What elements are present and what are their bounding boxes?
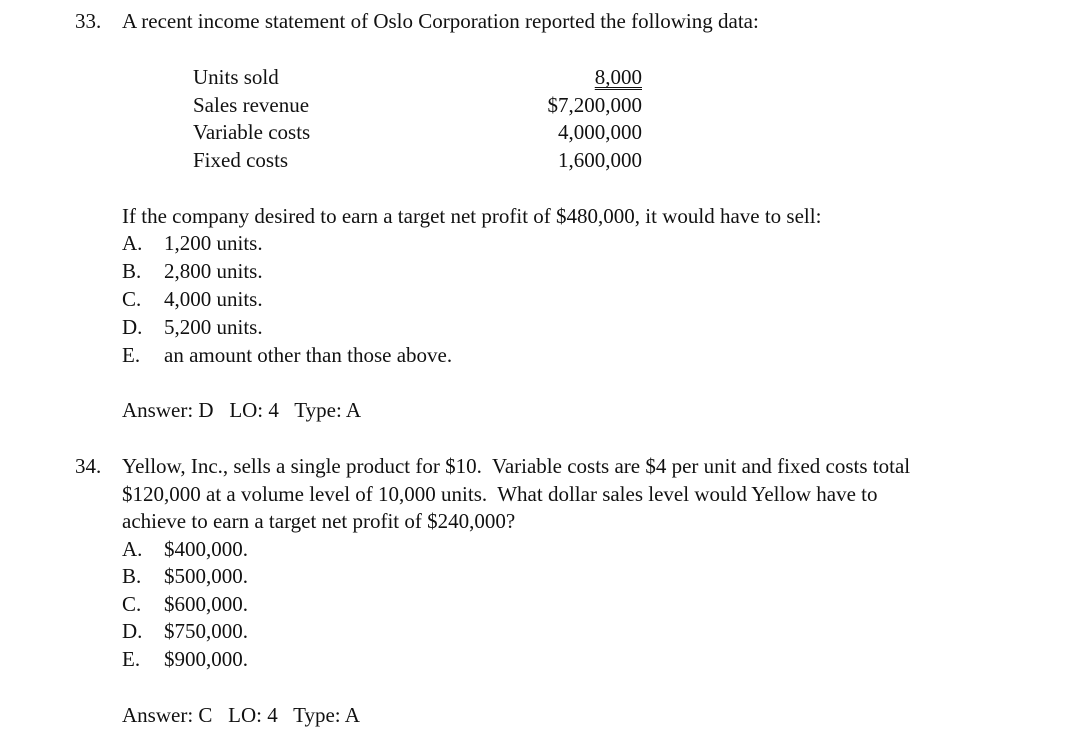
option-letter: E. [122, 647, 141, 671]
option-letter: A. [122, 537, 143, 561]
option-letter: C. [122, 592, 142, 616]
option-text: $500,000. [164, 564, 248, 588]
option-letter: B. [122, 259, 142, 283]
option-letter: B. [122, 564, 142, 588]
option-letter: C. [122, 287, 142, 311]
question-prompt: If the company desired to earn a target net profit of $480,000, it would have to sell: [122, 204, 822, 228]
table-value: $7,200,000 [547, 93, 642, 117]
option-text: $750,000. [164, 619, 248, 643]
option-text: an amount other than those above. [164, 343, 453, 367]
table-label: Variable costs [193, 120, 311, 144]
option-text: 1,200 units. [164, 231, 263, 255]
option-text: 4,000 units. [164, 287, 263, 311]
option-text: $400,000. [164, 537, 248, 561]
table-label: Sales revenue [193, 93, 310, 117]
answer-key: Answer: C LO: 4 Type: A [122, 703, 360, 727]
question-stem-line: Yellow, Inc., sells a single product for $10. Variable costs are $4 per unit and fixed costs total [122, 454, 911, 478]
table-label: Fixed costs [193, 148, 289, 172]
table-value: 8,000 [594, 65, 642, 89]
answer-key: Answer: D LO: 4 Type: A [122, 398, 362, 422]
question-number: 34. [75, 454, 102, 478]
table-label: Units sold [193, 65, 279, 89]
option-letter: D. [122, 619, 143, 643]
table-value: 4,000,000 [558, 120, 642, 144]
option-letter: E. [122, 343, 141, 367]
question-stem-line: achieve to earn a target net profit of $240,000? [122, 509, 516, 533]
table-value: 1,600,000 [558, 148, 642, 172]
option-text: $600,000. [164, 592, 248, 616]
option-text: $900,000. [164, 647, 248, 671]
question-number: 33. [75, 9, 102, 33]
option-letter: A. [122, 231, 143, 255]
question-stem: A recent income statement of Oslo Corporation reported the following data: [122, 9, 759, 33]
option-text: 5,200 units. [164, 315, 263, 339]
option-text: 2,800 units. [164, 259, 263, 283]
question-stem-line: $120,000 at a volume level of 10,000 units. What dollar sales level would Yellow have to [122, 482, 878, 506]
option-letter: D. [122, 315, 143, 339]
